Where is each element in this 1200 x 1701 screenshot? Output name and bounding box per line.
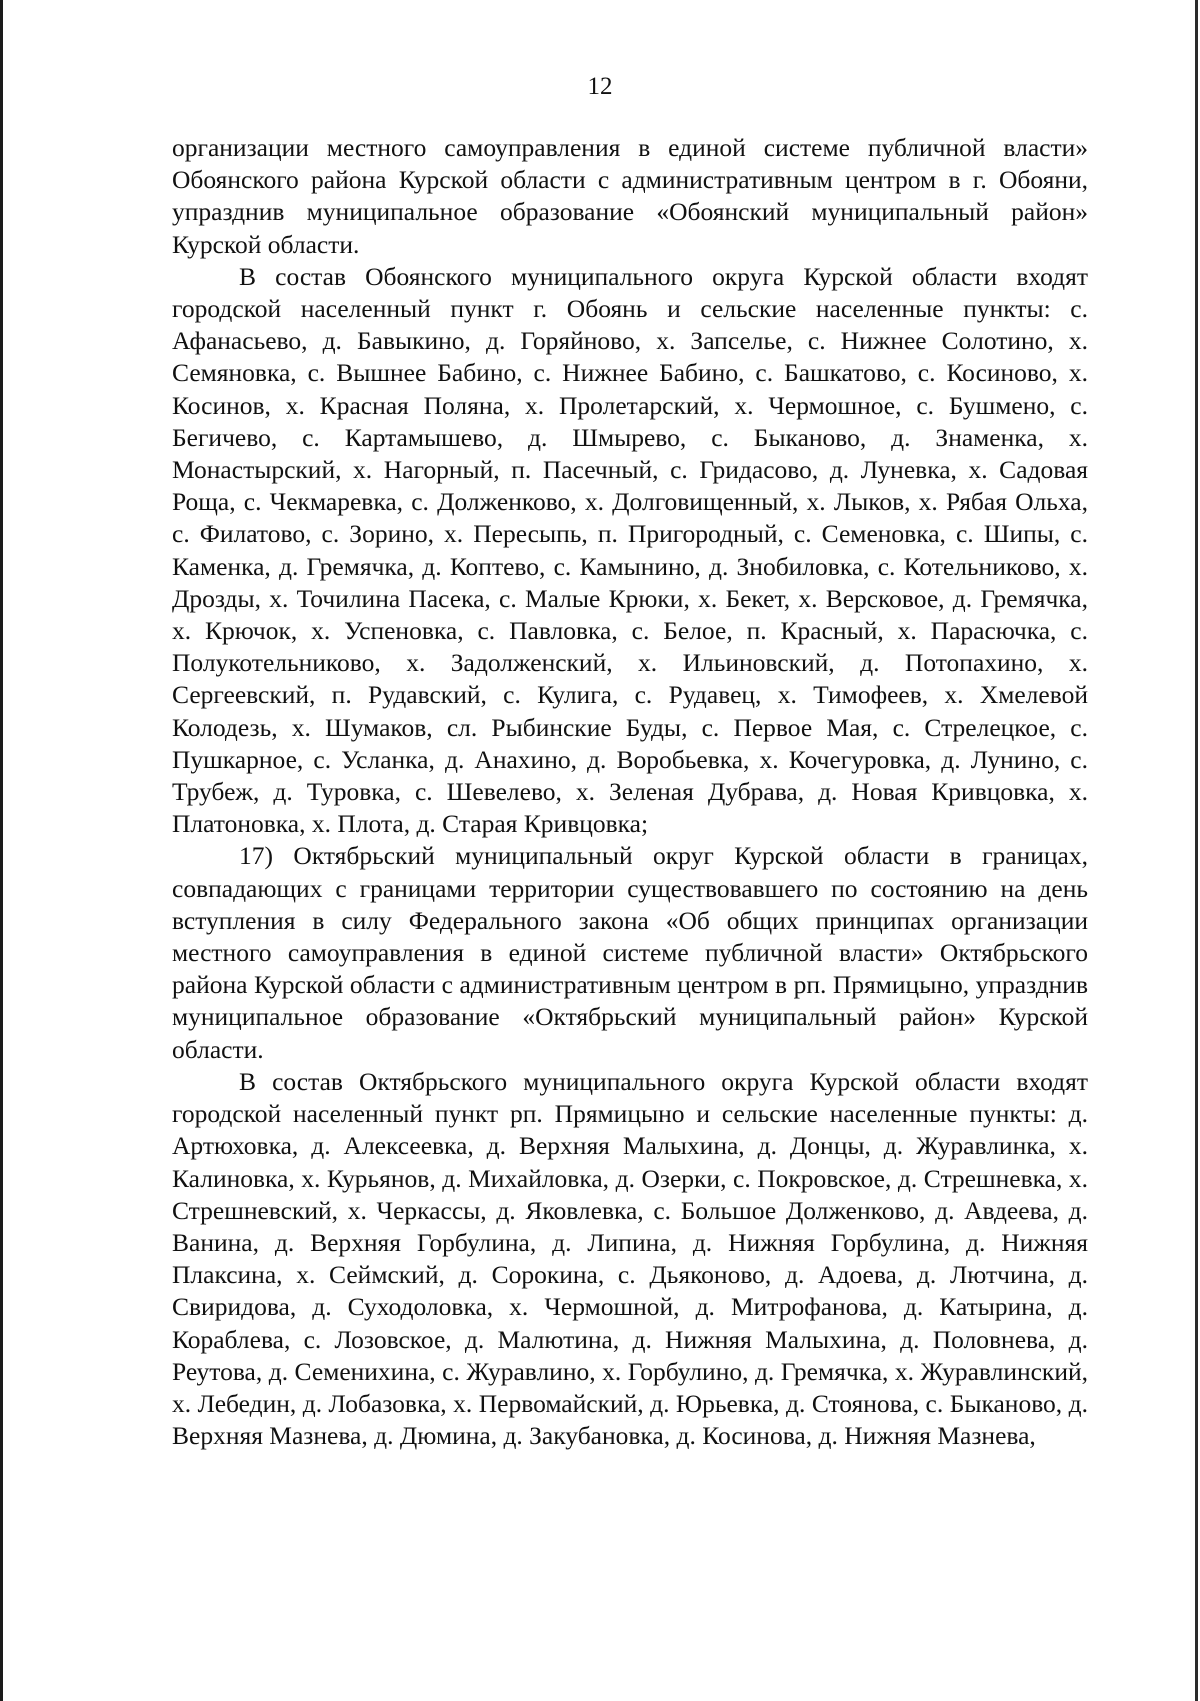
paragraph-item-17-oktyabrsky: 17) Октябрьский муниципальный округ Курской области в границах, совпадающих с границами территории существовавшего по состоянию на день вступления в силу Федерального закона «Об общих принципах организации местного самоуправления в единой системе публичной власти» Октябрьского района Курской области с административным центром в рп. Прямицыно, упразднив муниципальное образование «Октябрьский муниципальный район» Курской области. (172, 841, 1088, 1064)
paragraph-oboyan-settlements: В состав Обоянского муниципального округа Курской области входят городской населенный пункт г. Обоянь и сельские населенные пункты: с. Афанасьево, д. Бавыкино, д. Горяйново, х. Запселье, с. Нижнее Солотино, х. Семяновка, с. Вышнее Бабино, с. Нижнее Бабино, с. Башкатово, с. Косиново, х. Косинов, х. Красная Поляна, х. Пролетарский, х. Чермошное, с. Бушмено, с. Бегичево, с. Картамышево, д. Шмырево, с. Быканово, д. Знаменка, х. Монастырский, х. Нагорный, п. Пасечный, с. Гридасово, д. Луневка, х. Садовая Роща, с. Чекмаревка, с. Долженково, х. Долговищенный, х. Лыков, х. Рябая Ольха, с. Филатово, с. Зорино, х. Пересыпь, п. Пригородный, с. Семеновка, с. Шипы, с. Каменка, д. Гремячка, д. Коптево, с. Камынино, д. Знобиловка, с. Котельниково, х. Дрозды, х. Точилина Пасека, с. Малые Крюки, х. Бекет, х. Версковое, д. Гремячка, х. Крючок, х. Успеновка, с. Павловка, с. Белое, п. Красный, х. Парасючка, с. Полукотельниково, х. Задолженский, х. Ильиновский, д. Потопахино, х. Сергеевский, п. Рудавский, с. Кулига, с. Рудавец, х. Тимофеев, х. Хмелевой Колодезь, х. Шумаков, сл. Рыбинские Буды, с. Первое Мая, с. Стрелецкое, с. Пушкарное, с. Усланка, д. Анахино, д. Воробьевка, х. Кочегуровка, д. Лунино, с. Трубеж, д. Туровка, с. Шевелево, х. Зеленая Дубрава, д. Новая Кривцовка, х. Платоновка, х. Плота, д. Старая Кривцовка; (172, 261, 1088, 839)
scan-edge-right (1195, 0, 1198, 1701)
paragraph-oktyabrsky-settlements: В состав Октябрьского муниципального округа Курской области входят городской населенный пункт рп. Прямицыно и сельские населенные пункты: д. Артюховка, д. Алексеевка, д. Верхняя Малыхина, д. Донцы, д. Журавлинка, х. Калиновка, х. Курьянов, д. Михайловка, д. Озерки, с. Покровское, д. Стрешневка, х. Стрешневский, х. Черкассы, д. Яковлевка, с. Большое Долженково, д. Авдеева, д. Ванина, д. Верхняя Горбулина, д. Липина, д. Нижняя Горбулина, д. Нижняя Плаксина, х. Сеймский, д. Сорокина, с. Дьяконово, д. Адоева, д. Лютчина, д. Свиридова, д. Суходоловка, х. Чермошной, д. Митрофанова, д. Катырина, д. Кораблева, с. Лозовское, д. Малютина, д. Нижняя Малыхина, д. Половнева, д. Реутова, д. Семенихина, с. Журавлино, х. Горбулино, д. Гремячка, х. Журавлинский, х. Лебедин, д. Лобазовка, х. Первомайский, д. Юрьевка, д. Стоянова, с. Быканово, д. Верхняя Мазнева, д. Дюмина, д. Закубановка, д. Косинова, д. Нижняя Мазнева, (172, 1066, 1088, 1451)
paragraph-continuation: организации местного самоуправления в единой системе публичной власти» Обоянского района Курской области с административным центром в г. Обояни, упразднив муниципальное образование «Обоянский муниципальный район» Курской области. (172, 133, 1088, 259)
scan-edge-left (0, 0, 3, 1701)
page-number: 12 (587, 73, 613, 100)
document-body (172, 132, 1088, 1452)
